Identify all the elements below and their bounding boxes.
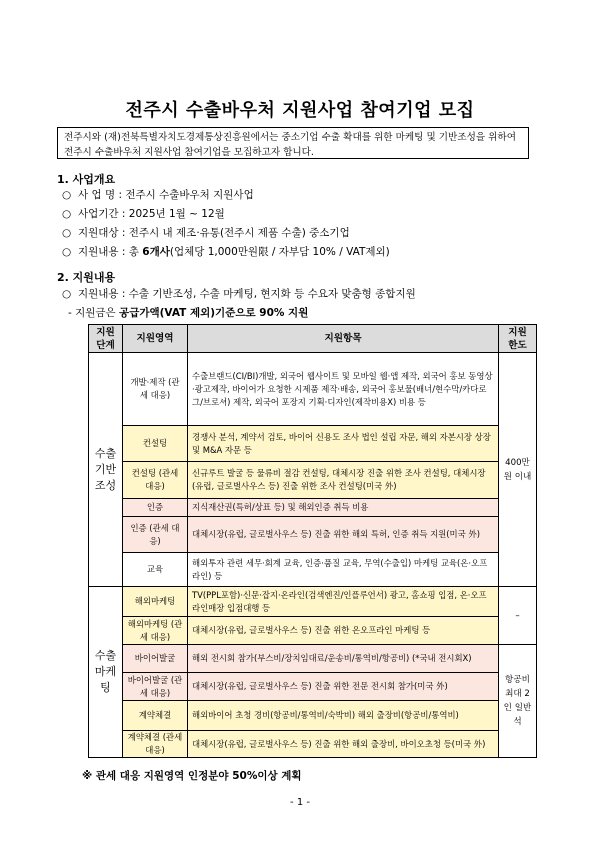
table-items: 해외바이어 초청 경비(항공비/통역비/숙박비) 해외 출장비(항공비/통역비) (188, 701, 499, 731)
table-row (89, 499, 537, 517)
header-stage: 지원 단계 (89, 325, 123, 353)
overview-item: ○ 지원대상 : 전주시 내 제조·유통(전주시 제품 수출) 중소기업 (62, 227, 350, 239)
table-header-row (89, 325, 537, 353)
table-area: 컨설팅 (관세 대응) (123, 462, 188, 499)
header-area: 지원영역 (123, 325, 188, 353)
limit-400: 400만원 이내 (499, 353, 537, 587)
table-items: 대체시장(유럽, 글로벌사우스 등) 진출 위한 전문 전시회 참가(미국 外) (188, 673, 499, 701)
support-content: ○ 지원내용 : 수출 기반조성, 수출 마케팅, 현지화 등 수요자 맞춤형 종합지원 (62, 288, 416, 300)
table-area: 바이어발굴 (123, 645, 188, 673)
table-items: 경쟁사 분석, 계약서 검토, 바이어 신용도 조사 법인 설립 자문, 해외 자본시장 상장 및 M&A 자문 등 (188, 426, 499, 462)
table-items: 수출브랜드(CI/BI)개발, 외국어 웹사이트 및 모바일 웹·앱 제작, 외국어 홍보 동영상·광고제작, 바이어가 요청한 시제품 제작·배송, 외국어 홍보물(배너/현수막/카다로그/브로셔) 제작, 외국어 포장지 기획·디자인(제작비용X) 비용 등 (188, 353, 499, 426)
table-area: 계약체결 (관세 대응) (123, 731, 188, 758)
support-table (88, 324, 537, 758)
table-row (89, 426, 537, 462)
overview-item: ○ 사 업 명 : 전주시 수출바우처 지원사업 (62, 189, 254, 201)
table-area: 인증 (관세 대응) (123, 517, 188, 553)
limit-none: – (499, 587, 537, 645)
table-items: TV(PPL포함)·신문·잡지·온라인(검색엔진/인플루언서) 광고, 홈쇼핑 입점, 온·오프라인매장 입점대행 등 (188, 587, 499, 617)
support-ratio: - 지원금은 공급가액(VAT 제외)기준으로 90% 지원 (68, 307, 309, 319)
table-items: 신규루트 발굴 등 물류비 절감 컨설팅, 대체시장 진출 위한 조사 컨설팅, 대체시장(유럽, 글로벌사우스 등) 진출 위한 조사 컨설팅(미국 外) (188, 462, 499, 499)
table-row (89, 645, 537, 673)
header-limit: 지원 한도 (499, 325, 537, 353)
table-items: 해외 전시회 참가(부스비/장치임대료/운송비/통역비/항공비) (*국내 전시회X) (188, 645, 499, 673)
table-row (89, 587, 537, 617)
table-area: 개발·제작 (관세 대응) (123, 353, 188, 426)
header-items: 지원항목 (188, 325, 499, 353)
table-items: 대체시장(유럽, 글로벌사우스 등) 진출 위한 해외 출장비, 바이오초청 등(미국 外) (188, 731, 499, 758)
table-row (89, 731, 537, 758)
table-row (89, 617, 537, 645)
table-row (89, 701, 537, 731)
table-area: 계약체결 (123, 701, 188, 731)
table-area: 해외마케팅 (관세 대응) (123, 617, 188, 645)
page-title: 전주시 수출바우처 지원사업 참여기업 모집 (125, 100, 475, 121)
table-items: 지식재산권(특허/상표 등) 및 해외인증 취득 비용 (188, 499, 499, 517)
table-area: 해외마케팅 (123, 587, 188, 617)
table-area: 인증 (123, 499, 188, 517)
limit-airfare: 항공비 최대 2인 일반석 (499, 645, 537, 758)
table-area: 컨설팅 (123, 426, 188, 462)
overview-item-support: ○ 지원내용 : 총 6개사(업체당 1,000만원限 / 자부담 10% / VAT제외) (62, 246, 390, 258)
section-2-heading: 2. 지원내용 (57, 271, 116, 284)
table-row (89, 673, 537, 701)
section-1-heading: 1. 사업개요 (57, 173, 116, 186)
table-items: 해외투자 관련 세무·회계 교육, 인증·품질 교육, 무역(수출입) 마케팅 교육(온·오프라인) 등 (188, 553, 499, 587)
table-area: 교육 (123, 553, 188, 587)
stage-export-base: 수출 기반 조성 (89, 353, 123, 587)
table-row (89, 553, 537, 587)
intro-box: 전주시와 (재)전북특별자치도경제통상진흥원에서는 중소기업 수출 확대를 위한 마케팅 및 기반조성을 위하여 전주시 수출바우처 지원사업 참여기업을 모집하고자 합니다. (57, 127, 529, 159)
stage-export-marketing: 수출 마케팅 (89, 587, 123, 758)
overview-item: ○ 사업기간 : 2025년 1월 ~ 12월 (62, 208, 225, 220)
tariff-note: ※ 관세 대응 지원영역 인정분야 50%이상 계획 (82, 770, 302, 782)
table-row (89, 353, 537, 426)
table-row (89, 462, 537, 499)
page-number: - 1 - (290, 797, 310, 808)
table-row (89, 517, 537, 553)
table-area: 바이어발굴 (관세 대응) (123, 673, 188, 701)
table-items: 대체시장(유럽, 글로벌사우스 등) 진출 위한 해외 특허, 인증 취득 지원(미국 外) (188, 517, 499, 553)
table-items: 대체시장(유럽, 글로벌사우스 등) 진출 위한 온오프라인 마케팅 등 (188, 617, 499, 645)
